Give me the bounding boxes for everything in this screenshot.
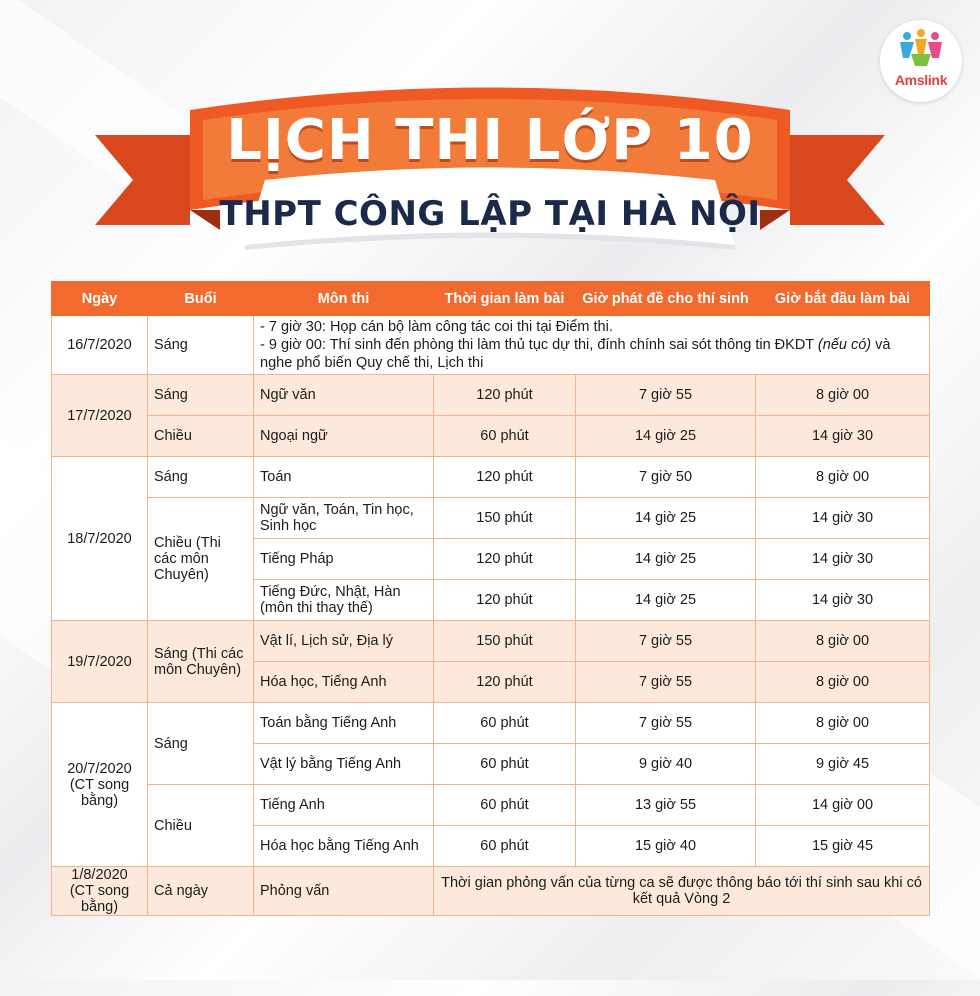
table-header-row — [52, 282, 930, 316]
table-row — [52, 703, 930, 744]
start-cell: 8 giờ 00 — [756, 703, 930, 744]
subject-cell: Toán — [254, 457, 434, 498]
session-cell: Chiều (Thi các môn Chuyên) — [148, 498, 254, 621]
column-header: Ngày — [52, 282, 148, 316]
handout-cell: 14 giờ 25 — [576, 539, 756, 580]
subject-cell: Ngoại ngữ — [254, 416, 434, 457]
amslink-logo[interactable] — [880, 20, 962, 102]
subject-cell: Phỏng vấn — [254, 867, 434, 916]
table-row — [52, 621, 930, 662]
handout-cell: 14 giờ 25 — [576, 580, 756, 621]
duration-cell: 120 phút — [434, 539, 576, 580]
session-cell: Sáng (Thi các môn Chuyên) — [148, 621, 254, 703]
date-cell: 17/7/2020 — [52, 375, 148, 457]
duration-cell: 60 phút — [434, 785, 576, 826]
handout-cell: 15 giờ 40 — [576, 826, 756, 867]
session-cell: Chiều — [148, 416, 254, 457]
exam-schedule-table — [51, 281, 930, 916]
note-line: - 9 giờ 00: Thí sinh đến phòng thi làm thủ tục dự thi, đính chính sai sót thông tin ĐKDT — [260, 337, 818, 353]
start-cell: 14 giờ 30 — [756, 580, 930, 621]
handout-cell: 14 giờ 25 — [576, 416, 756, 457]
table-row — [52, 785, 930, 826]
handout-cell: 9 giờ 40 — [576, 744, 756, 785]
note-cell — [254, 316, 930, 375]
handout-cell: 7 giờ 50 — [576, 457, 756, 498]
subject-cell: Hóa học bằng Tiếng Anh — [254, 826, 434, 867]
handout-cell: 7 giờ 55 — [576, 662, 756, 703]
note-italic: (nếu có) — [817, 337, 872, 353]
column-header: Buổi — [148, 282, 254, 316]
duration-cell: 120 phút — [434, 457, 576, 498]
start-cell: 8 giờ 00 — [756, 457, 930, 498]
duration-cell: 120 phút — [434, 375, 576, 416]
handout-cell: 7 giờ 55 — [576, 375, 756, 416]
handout-cell: 7 giờ 55 — [576, 621, 756, 662]
column-header: Giờ phát đề cho thí sinh — [576, 282, 756, 316]
logo-text: Amslink — [894, 72, 948, 88]
table-row — [52, 375, 930, 416]
duration-cell: 60 phút — [434, 826, 576, 867]
start-cell: 8 giờ 00 — [756, 621, 930, 662]
session-cell: Sáng — [148, 316, 254, 375]
duration-cell: 60 phút — [434, 744, 576, 785]
note-cell: Thời gian phỏng vấn của từng ca sẽ được thông báo tới thí sinh sau khi có kết quả Vòng 2 — [434, 867, 930, 916]
start-cell: 8 giờ 00 — [756, 375, 930, 416]
session-cell: Chiều — [148, 785, 254, 867]
handout-cell: 7 giờ 55 — [576, 703, 756, 744]
start-cell: 14 giờ 00 — [756, 785, 930, 826]
table-row — [52, 416, 930, 457]
subject-cell: Tiếng Anh — [254, 785, 434, 826]
session-cell: Cả ngày — [148, 867, 254, 916]
logo-figures-icon — [897, 28, 945, 72]
duration-cell: 150 phút — [434, 498, 576, 539]
start-cell: 9 giờ 45 — [756, 744, 930, 785]
date-cell: 20/7/2020 (CT song bằng) — [52, 703, 148, 867]
column-header: Môn thi — [254, 282, 434, 316]
subject-cell: Tiếng Đức, Nhật, Hàn (môn thi thay thế) — [254, 580, 434, 621]
session-cell: Sáng — [148, 457, 254, 498]
subject-cell: Ngữ văn, Toán, Tin học, Sinh học — [254, 498, 434, 539]
subject-cell: Tiếng Pháp — [254, 539, 434, 580]
duration-cell: 120 phút — [434, 662, 576, 703]
start-cell: 14 giờ 30 — [756, 498, 930, 539]
duration-cell: 120 phút — [434, 580, 576, 621]
duration-cell: 60 phút — [434, 416, 576, 457]
date-cell: 1/8/2020 (CT song bằng) — [52, 867, 148, 916]
start-cell: 8 giờ 00 — [756, 662, 930, 703]
session-cell: Sáng — [148, 375, 254, 416]
handout-cell: 13 giờ 55 — [576, 785, 756, 826]
subject-cell: Toán bằng Tiếng Anh — [254, 703, 434, 744]
subject-cell: Ngữ văn — [254, 375, 434, 416]
start-cell: 14 giờ 30 — [756, 416, 930, 457]
note-line: và nghe phổ biến Quy chế thi, Lịch thi — [260, 337, 891, 371]
page-subtitle: THPT CÔNG LẬP TẠI HÀ NỘI — [219, 194, 761, 234]
note-line: - 7 giờ 30: Họp cán bộ làm công tác coi thi tại Điểm thi. — [260, 319, 613, 335]
column-header: Thời gian làm bài — [434, 282, 576, 316]
table-row — [52, 457, 930, 498]
subject-cell: Hóa học, Tiếng Anh — [254, 662, 434, 703]
handout-cell: 14 giờ 25 — [576, 498, 756, 539]
start-cell: 15 giờ 45 — [756, 826, 930, 867]
start-cell: 14 giờ 30 — [756, 539, 930, 580]
session-cell: Sáng — [148, 703, 254, 785]
date-cell: 19/7/2020 — [52, 621, 148, 703]
page-title: LỊCH THI LỚP 10 — [226, 108, 754, 173]
duration-cell: 60 phút — [434, 703, 576, 744]
table-row — [52, 498, 930, 539]
date-cell: 18/7/2020 — [52, 457, 148, 621]
subject-cell: Vật lý bằng Tiếng Anh — [254, 744, 434, 785]
table-row — [52, 316, 930, 375]
date-cell: 16/7/2020 — [52, 316, 148, 375]
title-banner — [95, 70, 885, 280]
column-header: Giờ bắt đầu làm bài — [756, 282, 930, 316]
table-row — [52, 867, 930, 916]
subject-cell: Vật lí, Lịch sử, Địa lý — [254, 621, 434, 662]
duration-cell: 150 phút — [434, 621, 576, 662]
